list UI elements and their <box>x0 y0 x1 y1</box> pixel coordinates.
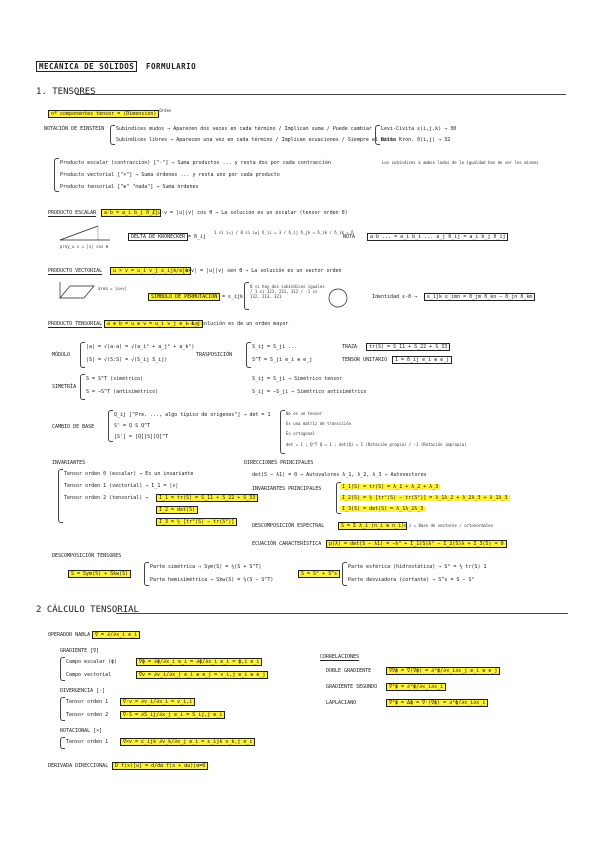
section-2-heading: 2 CÁLCULO TENSORIAL <box>36 605 139 615</box>
corr-doble-label: DOBLE GRADIENTE <box>326 668 372 674</box>
levi-civita-ref: Levi-Civita ε(i,j,k) → 30 <box>381 126 457 132</box>
delta-kronecker-formula: = δ_ij <box>188 234 207 240</box>
modulo-label: MÓDULO <box>52 352 71 358</box>
grad-vectorial-formula: ∇v = ∂v_i/∂x_j e_i ⊗ e_j = v_i,j e_i ⊗ e_j <box>136 672 268 678</box>
area-label: área = |u×v| <box>98 286 127 291</box>
corr-grad-formula: ∇²ϕ = ∂²ϕ/∂x_i∂x_i <box>386 684 446 690</box>
projection-label: proy_u v = |v| cos θ <box>60 244 109 249</box>
descomp-desviadora: Parte desviadora (cortante) → S^s = S − S° <box>348 577 475 583</box>
brace <box>246 342 251 368</box>
direcciones-formula: det(S − λ1) = 0 → Autovalores λ_1, λ_2, λ_3 → Autovectores <box>252 472 427 478</box>
permutation-cycle-icon <box>326 286 350 310</box>
tensorial-label: PRODUCTO TENSORIAL <box>48 321 103 327</box>
corr-lap-label: LAPLACIANO <box>326 700 357 706</box>
dir-I3: I_3(S) = det(S) = λ_1λ_2λ_3 <box>342 506 424 512</box>
simetria-sym-comp: S_ij = S_ji → Simétrico tensor <box>252 376 343 382</box>
section-1-heading: 1. TENSORES <box>36 87 96 97</box>
simetria-label: SIMETRÍA <box>52 384 77 390</box>
descomp-sym: Parte simétrica → Sym(S) = ½(S + S^T) <box>150 564 262 570</box>
invariantes-principales-label: INVARIANTES PRINCIPALES <box>252 486 322 492</box>
notacion-label: NOTACIÓN DE EINSTEIN <box>44 126 105 132</box>
brace <box>108 410 113 442</box>
invariantes-label: INVARIANTES <box>52 460 86 466</box>
simetria-skw: S = −S^T (antisimétrico) <box>86 389 159 395</box>
vectorial-description: / |u×v| = |u||v| sen θ → La solución es un vector orden <box>176 268 342 274</box>
levi-formula: = ε_ijk <box>222 294 244 300</box>
brace <box>58 469 63 523</box>
traspuesta-1: S_ij = S_ji ... <box>252 344 298 350</box>
q-property-2: Es una matriz de transición <box>286 421 352 426</box>
q-property-4: det = 1 ; Q^T Q = 1 ; det(Q) = 1 (Rotación propia) / -1 (Rotación impropia) <box>286 442 467 447</box>
delta-properties: δ_ii = 3 / δ_ij δ_jk = δ_ik / δ_ik = δ <box>262 230 354 235</box>
descomp-esferica: Parte esférica (hidrostática) → S° = ⅓ tr(S) 1 <box>348 564 487 570</box>
traspuesta-label: TRASPOSICIÓN <box>196 352 233 358</box>
simetria-skw-comp: S_ij = −S_ji → Simétrico antisimétrico <box>252 389 367 395</box>
q-property-3: Es ortogonal <box>286 431 315 436</box>
delta-kronecker-label: DELTA DE KRONECKER <box>128 234 188 240</box>
tensorial-formula: a ⊗ b = u ⊗ v = u_i v_j e_i e_j <box>104 321 203 327</box>
delta-kron-ref: Delta Kron. δ(i,j) → 32 <box>381 137 451 143</box>
brace <box>60 697 65 721</box>
modulo-tensor: |S| = √(S:S) = √(S_ij S_ij) <box>86 357 168 363</box>
inv-I1: I_1 = tr(S) = S_11 + S_22 + S_33 <box>156 495 258 501</box>
corr-grad-label: GRADIENTE SEGUNDO <box>326 684 378 690</box>
page-title: MECÁNICA DE SÓLIDOS <box>36 64 137 70</box>
inv-orden2: Tensor orden 2 (tensorial) → <box>64 495 149 501</box>
escalar-description: / u·v = |u||v| cos θ → La solución es un escalar (tensor orden 0) <box>152 210 348 216</box>
delta-matrix: 1 si i=j / 0 si i≠j <box>214 230 260 235</box>
cambio-base-matrix: [S'] = [Q][S][Q]^T <box>114 434 169 440</box>
brace <box>280 410 285 454</box>
tensorial-description: → La solución es de un orden mayor <box>186 321 289 327</box>
rot-orden1-label: Tensor orden 1 <box>66 739 109 745</box>
brace <box>110 125 115 145</box>
gradiente-label: GRADIENTE [∇] <box>60 648 100 654</box>
tensor-unitario-formula: 1 = δ_ij e_i ⊗ e_j <box>392 357 452 363</box>
section-divider <box>116 613 568 614</box>
descomp-espectral-formula: S = Σ λ_i (n_i ⊗ n_i) <box>338 523 407 529</box>
cambio-base-q: Q_ij ["Pre. ..., algo típico de orígenes"] → det = 1 <box>114 412 271 418</box>
descomp-skw: Parte hemisimétrica → Skw(S) = ½(S − S^T) <box>150 577 274 583</box>
rotacional-label: ROTACIONAL [×] <box>60 728 103 734</box>
identidad-formula: ε_ijk ε_imn = δ_jm δ_kn − δ_jn δ_km <box>424 294 535 300</box>
simetria-sym: S = S^T (simétrico) <box>86 376 144 382</box>
definition-box: nº componentes tensor = (Dimensión)$^{Orden}$ <box>48 108 171 117</box>
dir-I1: I_1(S) = tr(S) = λ_1 + λ_2 + λ_3 <box>342 484 439 490</box>
correlaciones-label: CORRELACIONES <box>320 654 360 660</box>
vector-projection-sketch <box>58 222 118 244</box>
nabla-label: OPERADOR NABLA <box>48 632 91 638</box>
cambio-base-label: CAMBIO DE BASE <box>52 424 95 430</box>
direcciones-label: DIRECCIONES PRINCIPALES <box>244 460 314 466</box>
identidad-label: Identidad ε-δ → <box>372 294 418 300</box>
cambio-base-rule: S' = Q S Q^T <box>114 423 151 429</box>
parallelogram-sketch <box>58 280 98 302</box>
brace <box>342 562 347 586</box>
nabla-formula: ∇ = ∂/∂x_i e_i <box>92 632 140 638</box>
div-orden1-formula: ∇·v = ∂v_i/∂x_i = v_i,i <box>120 699 195 705</box>
corr-doble-formula: ∇∇ϕ = ∇(∇ϕ) = ∂²ϕ/∂x_i∂x_j e_i ⊗ e_j <box>386 668 500 674</box>
descomp-formula: S = Sym(S) + Skw(S) <box>68 571 131 577</box>
indices-mudos: Subíndices mudos → Aparecen dos veces en cada término / Implican suma / Puede cambiar <box>116 126 372 132</box>
descomp-espectral-label: DESCOMPOSICIÓN ESPECTRAL <box>252 523 325 529</box>
corr-lap-formula: ∇²ϕ = Δϕ = ∇·(∇ϕ) = ∂²ϕ/∂x_i∂x_i <box>386 700 488 706</box>
dir-I2: I_2(S) = ½ [tr²(S) − tr(S²)] = λ_1λ_2 + λ_2λ_3 + λ_1λ_3 <box>342 495 508 501</box>
div-orden1-label: Tensor orden 1 <box>66 699 109 705</box>
brace <box>60 737 65 749</box>
indices-libres: Subíndices libres → Aparecen una vez en cada término / Implican ecuaciones / Siempre el mismo <box>116 137 396 143</box>
levi-label: SÍMBOLO DE PERMUTACIÓN <box>148 294 220 300</box>
escalar-formula: a·b = a_i b_j δ_ij <box>101 210 161 216</box>
traspuesta-2: S^T = S_ji e_i ⊗ e_j <box>252 357 313 363</box>
descomp-tensores-label: DESCOMPOSICIÓN TENSORES <box>52 553 122 559</box>
tensor-unitario-label: TENSOR UNITARIO <box>342 357 388 363</box>
inv-orden0: Tensor orden 0 (escalar) → Es un invariante <box>64 471 194 477</box>
page-subtitle: FORMULARIO <box>146 62 197 71</box>
grad-escalar-label: Campo escalar (ϕ) <box>66 659 118 665</box>
inv-I2: I_2 = det(S) <box>156 507 198 513</box>
levi-cases: 0 si hay dos subíndices iguales / 1 si 123, 231, 312 / -1 si 132, 213, 321 <box>250 284 325 299</box>
brace <box>375 125 380 145</box>
brace <box>60 657 65 681</box>
prod-escalar-rule: Producto escalar (contracción) ["·"] → Suma productos ... y resta dos por cada contracción <box>60 160 331 166</box>
derivada-label: DERIVADA DIRECCIONAL <box>48 763 109 769</box>
prod-tensorial-rule: Producto tensorial ["⊗" "nada"] → Suma órdenes <box>60 184 199 190</box>
brace <box>54 158 59 192</box>
modulo-vector: |a| = √(a·a) = √(a_i² + a_j² + a_k²) <box>86 344 195 350</box>
brace <box>80 374 85 400</box>
traza-label: TRAZA <box>342 344 358 350</box>
nota-label: NOTA <box>343 234 356 240</box>
traza-formula: tr(S) = S_11 + S_22 + S_33 <box>366 344 450 350</box>
escalar-label: PRODUCTO ESCALAR <box>48 210 97 216</box>
q-property-1: No es un tensor <box>286 411 323 416</box>
grad-vectorial-label: Campo vectorial <box>66 672 112 678</box>
descomp-s2: S = S° + S^s <box>298 571 340 577</box>
div-orden2-label: Tensor orden 2 <box>66 712 109 718</box>
divergencia-label: DIVERGENCIA [·] <box>60 688 106 694</box>
div-orden2-formula: ∇·S = ∂S_ij/∂x_j e_i = S_ij,j e_i <box>120 712 225 718</box>
grad-escalar-formula: ∇ϕ = ∂ϕ/∂x_i e_i = ∂ϕ/∂x_i e_i = ϕ,i e_i <box>136 659 262 665</box>
vectorial-label: PRODUCTO VECTORIAL <box>48 268 103 274</box>
descomp-espectral-note: n_i = Base de vectores / ortonormales <box>404 523 494 528</box>
section-divider <box>76 94 566 95</box>
inv-I3: I_3 = ½ [tr²(S) − tr(S²)] <box>156 519 237 525</box>
ec-caracteristica-label: ECUACIÓN CARACTERÍSTICA <box>252 541 322 547</box>
inv-orden1: Tensor orden 1 (vectorial) → I_1 = |v| <box>64 483 179 489</box>
brace <box>80 342 85 368</box>
side-note: Los subíndices a ambos lados de la igualdad han de ser los mismos <box>382 160 539 165</box>
rot-orden1-formula: ∇×v = ε_ijk ∂v_k/∂x_j e_i = ε_ijk v_k,j e_i <box>120 739 255 745</box>
brace <box>244 282 249 310</box>
nota-formula: a·b ... = a_i b_i ... a_j δ_ij = a_i b_j δ_ij <box>367 234 508 240</box>
derivada-formula: D f(x)[u] = d/dα f(x + αu)|α=0 <box>112 763 208 769</box>
ec-caracteristica-formula: p(λ) = det(S − λ1) = −λ³ + I_1(S)λ² − I_2(S)λ + I_3(S) = 0 <box>326 541 507 547</box>
vectorial-formula: u × v = u_i v_j ε_ijk e_k <box>110 268 191 274</box>
prod-vectorial-rule: Producto vectorial ["×"] → Suma órdenes ... y resta uno por cada producto <box>60 172 280 178</box>
brace <box>144 562 149 586</box>
